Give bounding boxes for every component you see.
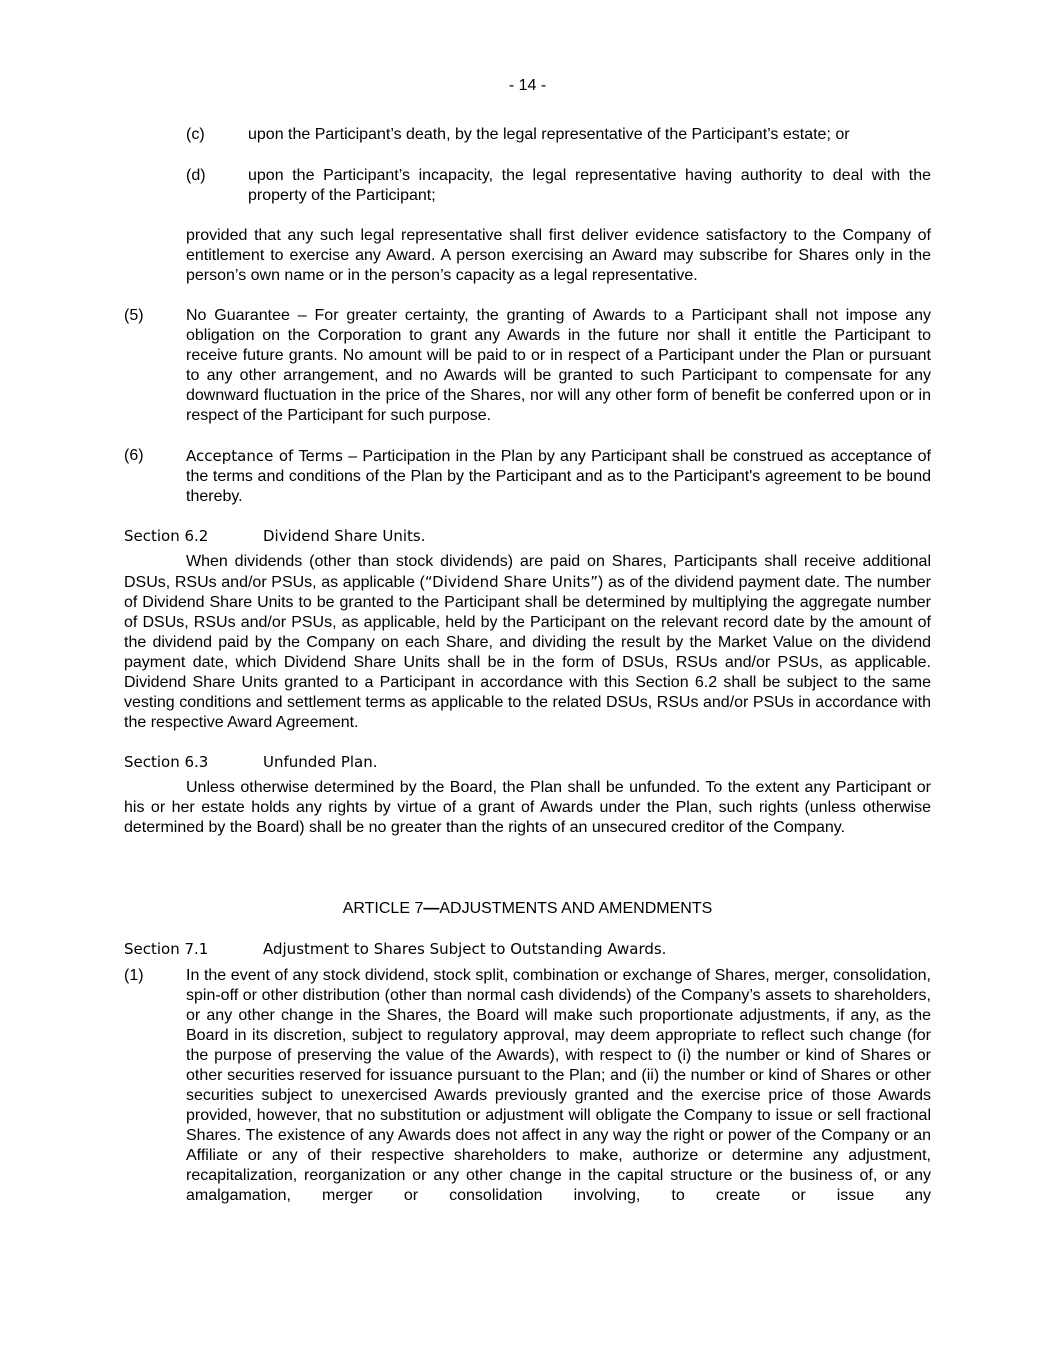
article-7-dash: — bbox=[423, 900, 440, 917]
section-7-1-number: Section 7.1 bbox=[124, 940, 209, 958]
section-6-3-paragraph: Unless otherwise determined by the Board, the Plan shall be unfunded. To the extent any Participant or his or her estate holds any rights by virtue of a grant of Awards under the Plan, such rights (unless otherwise determined by the Board) shall be no greater than the rights of an unsecured creditor of the Company. bbox=[124, 779, 931, 836]
item-1-paragraph: In the event of any stock dividend, stock split, combination or exchange of Shares, merger, consolidation, spin-off or other distribution (other than normal cash dividends) of the Company’s assets to shareholders, or any other change in the Shares, the Board will make such proportionate adjustments, if any, as the Board in its discretion, subject to regulatory approval, may deem appropriate to reflect such change (for the purpose of preserving the value of the Awards), with respect to (i) the number or kind of Shares or other securities reserved for issuance pursuant to the Plan; and (ii) the number or kind of Shares or other securities subject to unexercised Awards previously granted and the exercise price of those Awards provided, however, that no substitution or adjustment will obligate the Company to issue or sell fractional Shares. The existence of any Awards does not affect in any way the right or power of the Company or an Affiliate or any of their respective shareholders to make, authorize or determine any adjustment, recapitalization, reorganization or any other change in the capital structure or the business of, or any amalgamation, merger or consolidation involving, to create or issue any bbox=[186, 967, 931, 1204]
item-d-text: upon the Participant’s incapacity, the legal representative having authority to deal with the property of the Participant; bbox=[248, 167, 931, 204]
item-5-paragraph bbox=[186, 306, 931, 426]
section-6-2-text-after: ) as of the dividend payment date. The number of Dividend Share Units to be granted to the Participant shall be determined by multiplying the aggregate number of DSUs, RSUs and/or PSUs, as applicable, held by the Participant on the relevant record date by the amount of the dividend paid by the Company on each Share, and dividing the result by the Market Value on the dividend payment date, which Dividend Share Units shall be in the form of DSUs, RSUs and/or PSUs, as applicable. Dividend Share Units granted to a Participant in accordance with this Section 6.2 shall be subject to the same vesting conditions and settlement terms as applicable to the related DSUs, RSUs and/or PSUs in accordance with the respective Award Agreement. bbox=[124, 574, 932, 731]
article-7-heading-part1: ARTICLE 7 bbox=[342, 900, 424, 917]
section-6-2-paragraph bbox=[124, 552, 931, 733]
article-7-heading-part2: ADJUSTMENTS AND AMENDMENTS bbox=[439, 900, 713, 917]
item-c-text: upon the Participant’s death, by the legal representative of the Participant’s estate; or bbox=[248, 126, 850, 143]
item-6-paragraph bbox=[186, 446, 931, 507]
item-5-heading: No Guarantee bbox=[186, 307, 290, 324]
item-6-text: – Participation in the Plan by any Participant shall be construed as acceptance of the terms and conditions of the Plan by the Participant and as to the Participant's agreement to be bound thereby. bbox=[186, 448, 931, 505]
item-d-label: (d) bbox=[186, 167, 206, 184]
section-7-1-title: Adjustment to Shares Subject to Outstanding Awards. bbox=[263, 940, 667, 958]
item-5-label: (5) bbox=[124, 307, 144, 324]
article-7-heading bbox=[0, 899, 1055, 919]
item-5-text: – For greater certainty, the granting of Awards to a Participant shall not impose any obligation on the Corporation to grant any Awards in the future nor shall it entitle the Participant to receive future grants. No amount will be paid to or in respect of a Participant under the Plan or pursuant to any other arrangement, and no Awards will be granted to such Participant to compensate for any downward fluctuation in the price of the Shares, nor will any other form of benefit be conferred upon or in respect of the Participant for such purpose. bbox=[186, 307, 931, 424]
item-c-label: (c) bbox=[186, 126, 205, 143]
section-6-2-defined-term: “Dividend Share Units” bbox=[424, 573, 599, 591]
page-number: - 14 - bbox=[508, 77, 547, 94]
item-6-label: (6) bbox=[124, 447, 144, 464]
section-6-2-text-before: When dividends (other than stock dividends) are paid on Shares, Participants shall receive additional DSUs, RSUs and/or PSUs, as applicable ( bbox=[124, 553, 931, 591]
item-1-label: (1) bbox=[124, 967, 144, 984]
section-6-3-number: Section 6.3 bbox=[124, 753, 209, 771]
proviso-paragraph: provided that any such legal representative shall first deliver evidence satisfactory to the Company of entitlement to exercise any Award. A person exercising an Award may subscribe for Shares only in the person’s own name or in the person’s capacity as a legal representative. bbox=[186, 227, 931, 284]
section-6-2-title: Dividend Share Units. bbox=[263, 527, 426, 545]
item-6-heading: Acceptance of Terms bbox=[186, 447, 343, 465]
section-6-2-number: Section 6.2 bbox=[124, 527, 209, 545]
section-6-3-title: Unfunded Plan. bbox=[263, 753, 378, 771]
